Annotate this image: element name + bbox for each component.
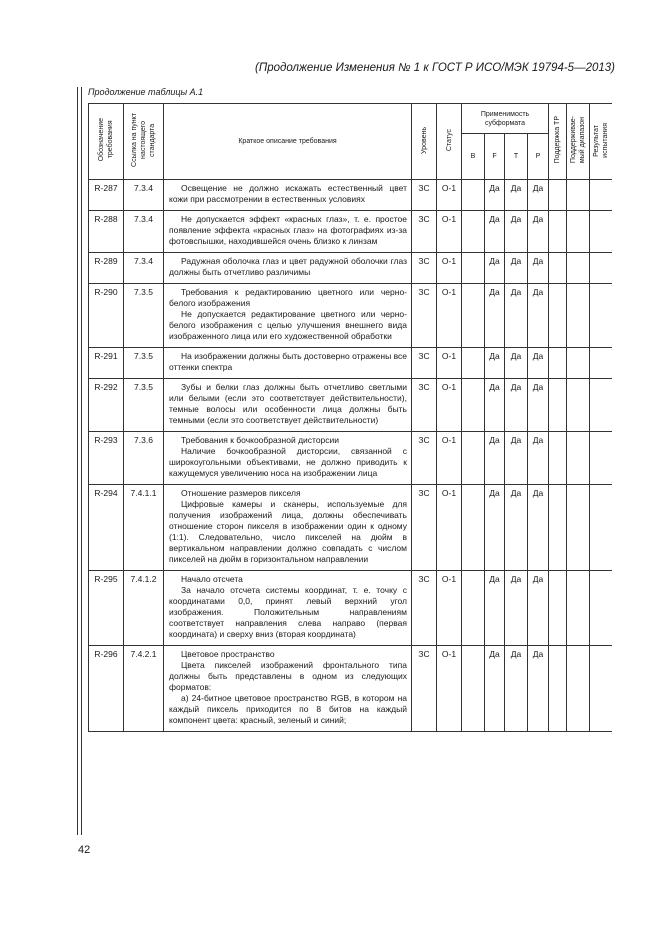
- tr-support-cell: [549, 284, 567, 348]
- subformat-f-value: Да: [485, 432, 505, 485]
- requirement-id: R-288: [89, 211, 124, 253]
- col-sub-f: F: [485, 134, 505, 180]
- requirement-description: [164, 180, 412, 211]
- requirement-id: R-293: [89, 432, 124, 485]
- description-paragraph: На изображении должны быть достоверно отражены все оттенки спектра: [169, 351, 407, 372]
- description-paragraph: Цвета пикселей изображений фронтального типа должны быть представлены в одном из следующих форматов:: [169, 660, 407, 692]
- requirement-id: R-287: [89, 180, 124, 211]
- supported-range-cell: [567, 348, 590, 379]
- col-status: Статус: [437, 104, 462, 180]
- description-paragraph: Наличие бочкообразной дисторсии, связанной с широкоугольными объективами, не должно приводить к кажущемуся увеличению носа на изображении лица: [169, 446, 407, 478]
- level-value: ЗС: [412, 348, 437, 379]
- margin-rule: [81, 87, 82, 835]
- status-value: О-1: [437, 348, 462, 379]
- subformat-f-value: Да: [485, 485, 505, 571]
- subformat-p-value: Да: [528, 253, 549, 284]
- tr-support-cell: [549, 432, 567, 485]
- supported-range-cell: [567, 485, 590, 571]
- status-value: О-1: [437, 485, 462, 571]
- subformat-b-value: [462, 211, 485, 253]
- subformat-p-value: Да: [528, 571, 549, 646]
- subformat-b-value: [462, 379, 485, 432]
- table-row: [89, 284, 613, 348]
- level-value: ЗС: [412, 211, 437, 253]
- tr-support-cell: [549, 180, 567, 211]
- description-paragraph: Отношение размеров пикселя: [181, 488, 301, 498]
- level-value: ЗС: [412, 379, 437, 432]
- col-test-result: Результат испытания: [590, 104, 612, 180]
- subformat-t-value: Да: [505, 379, 528, 432]
- description-paragraph: Освещение не должно искажать естественный цвет кожи при рассмотрении в естественных условиях: [169, 183, 407, 204]
- requirement-description: [164, 485, 412, 571]
- col-reference: Ссылка на пункт настоящего стандарта: [124, 104, 164, 180]
- subformat-f-value: Да: [485, 379, 505, 432]
- status-value: О-1: [437, 211, 462, 253]
- col-description: Краткое описание требования: [164, 104, 412, 180]
- tr-support-cell: [549, 348, 567, 379]
- table-continuation-label: Продолжение таблицы А.1: [88, 87, 204, 97]
- test-result-cell: [590, 180, 612, 211]
- tr-support-cell: [549, 379, 567, 432]
- test-result-cell: [590, 571, 612, 646]
- requirements-table: [88, 103, 612, 732]
- supported-range-cell: [567, 284, 590, 348]
- tr-support-cell: [549, 253, 567, 284]
- subformat-b-value: [462, 432, 485, 485]
- subformat-p-value: Да: [528, 284, 549, 348]
- description-paragraph: Радужная оболочка глаз и цвет радужной оболочки глаз должны быть отчетливо различимы: [169, 256, 407, 277]
- subformat-p-value: Да: [528, 180, 549, 211]
- description-paragraph: Не допускается эффект «красных глаз», т. е. простое появление эффекта «красных глаз» на фотографиях из-за фотовспышки, находившейся очень близко к линзам: [169, 214, 407, 246]
- test-result-cell: [590, 379, 612, 432]
- test-result-cell: [590, 485, 612, 571]
- subformat-f-value: Да: [485, 253, 505, 284]
- supported-range-cell: [567, 646, 590, 732]
- subformat-b-value: [462, 485, 485, 571]
- subformat-p-value: Да: [528, 211, 549, 253]
- requirement-description: [164, 571, 412, 646]
- requirement-id: R-296: [89, 646, 124, 732]
- table-row: [89, 211, 613, 253]
- table-row: [89, 379, 613, 432]
- table-row: [89, 485, 613, 571]
- status-value: О-1: [437, 284, 462, 348]
- requirement-description: [164, 211, 412, 253]
- subformat-f-value: Да: [485, 180, 505, 211]
- col-supported-range: Поддерживае- мый диапазон: [567, 104, 590, 180]
- subformat-b-value: [462, 284, 485, 348]
- status-value: О-1: [437, 253, 462, 284]
- requirement-description: [164, 646, 412, 732]
- requirement-id: R-292: [89, 379, 124, 432]
- requirements-table-body: [89, 180, 613, 732]
- subformat-f-value: Да: [485, 646, 505, 732]
- tr-support-cell: [549, 571, 567, 646]
- supported-range-cell: [567, 253, 590, 284]
- status-value: О-1: [437, 571, 462, 646]
- subformat-p-value: Да: [528, 379, 549, 432]
- test-result-cell: [590, 211, 612, 253]
- description-paragraph: Зубы и белки глаз должны быть отчетливо светлыми или белыми (если это соответствует действительности), темные волосы или особенности лица должны быть темными (если это соответствует действительности): [169, 382, 407, 425]
- subformat-b-value: [462, 348, 485, 379]
- table-row: [89, 253, 613, 284]
- description-paragraph: Требования к бочкообразной дисторсии: [181, 435, 340, 445]
- supported-range-cell: [567, 211, 590, 253]
- table-row: [89, 646, 613, 732]
- col-level: Уровень: [412, 104, 437, 180]
- supported-range-cell: [567, 571, 590, 646]
- col-tr-support: Поддержка ТР: [549, 104, 567, 180]
- level-value: ЗС: [412, 432, 437, 485]
- subformat-t-value: Да: [505, 180, 528, 211]
- subformat-p-value: Да: [528, 348, 549, 379]
- subformat-t-value: Да: [505, 348, 528, 379]
- subformat-p-value: Да: [528, 432, 549, 485]
- requirement-description: [164, 432, 412, 485]
- clause-reference: 7.3.5: [124, 284, 164, 348]
- requirement-description: [164, 284, 412, 348]
- tr-support-cell: [549, 646, 567, 732]
- clause-reference: 7.4.2.1: [124, 646, 164, 732]
- subformat-p-value: Да: [528, 646, 549, 732]
- col-sub-t: Т: [505, 134, 528, 180]
- clause-reference: 7.3.5: [124, 379, 164, 432]
- description-paragraph: а) 24-битное цветовое пространство RGB, в котором на каждый пиксель приходится по 8 битов на каждый компонент цвета: красный, зеленый и синий;: [169, 693, 407, 725]
- test-result-cell: [590, 432, 612, 485]
- description-paragraph: Цветовое пространство: [181, 649, 275, 659]
- subformat-b-value: [462, 646, 485, 732]
- clause-reference: 7.4.1.2: [124, 571, 164, 646]
- col-designation: Обозначение требования: [89, 104, 124, 180]
- subformat-f-value: Да: [485, 284, 505, 348]
- subformat-t-value: Да: [505, 253, 528, 284]
- test-result-cell: [590, 253, 612, 284]
- requirement-id: R-291: [89, 348, 124, 379]
- tr-support-cell: [549, 211, 567, 253]
- clause-reference: 7.3.4: [124, 253, 164, 284]
- page-number: 42: [78, 844, 91, 856]
- description-paragraph: Начало отсчета: [181, 574, 243, 584]
- subformat-p-value: Да: [528, 485, 549, 571]
- clause-reference: 7.3.4: [124, 180, 164, 211]
- table-row: [89, 348, 613, 379]
- subformat-f-value: Да: [485, 211, 505, 253]
- subformat-f-value: Да: [485, 348, 505, 379]
- description-paragraph: Требования к редактированию цветного или черно-белого изображения: [169, 287, 407, 308]
- subformat-t-value: Да: [505, 571, 528, 646]
- clause-reference: 7.3.5: [124, 348, 164, 379]
- test-result-cell: [590, 646, 612, 732]
- status-value: О-1: [437, 180, 462, 211]
- clause-reference: 7.3.4: [124, 211, 164, 253]
- margin-rule: [77, 87, 78, 835]
- table-row: [89, 432, 613, 485]
- table-row: [89, 571, 613, 646]
- requirement-id: R-294: [89, 485, 124, 571]
- level-value: ЗС: [412, 485, 437, 571]
- description-paragraph: За начало отсчета системы координат, т. е. точку с координатами 0,0, принят левый верхний угол изображения. Положительным направлениям соответствует направления слева направо (первая координата) и сверху вниз (вторая координата): [169, 585, 407, 639]
- subformat-f-value: Да: [485, 571, 505, 646]
- subformat-t-value: Да: [505, 211, 528, 253]
- supported-range-cell: [567, 432, 590, 485]
- status-value: О-1: [437, 646, 462, 732]
- requirements-table-wrap: [88, 103, 612, 835]
- col-sub-p: Р: [528, 134, 549, 180]
- clause-reference: 7.4.1.1: [124, 485, 164, 571]
- test-result-cell: [590, 348, 612, 379]
- test-result-cell: [590, 284, 612, 348]
- description-paragraph: Не допускается редактирование цветного или черно-белого изображения с целью улучшения внешнего вида изображенного лица или его художественной обработки: [169, 309, 407, 341]
- page-header: (Продолжение Изменения № 1 к ГОСТ Р ИСО/МЭК 19794-5—2013): [255, 62, 615, 74]
- subformat-t-value: Да: [505, 485, 528, 571]
- status-value: О-1: [437, 432, 462, 485]
- level-value: ЗС: [412, 284, 437, 348]
- clause-reference: 7.3.6: [124, 432, 164, 485]
- table-row: [89, 180, 613, 211]
- subformat-t-value: Да: [505, 284, 528, 348]
- requirement-description: [164, 379, 412, 432]
- status-value: О-1: [437, 379, 462, 432]
- subformat-t-value: Да: [505, 646, 528, 732]
- subformat-b-value: [462, 180, 485, 211]
- col-sub-b: В: [462, 134, 485, 180]
- description-paragraph: Цифровые камеры и сканеры, используемые для получения изображений лица, должны обеспечивать отношение сторон пикселя в изображении один к одному (1:1). Следовательно, число пикселей на дюйм в вертикальном направлении должно совпадать с числом пикселей на дюйм в горизонтальном направлении: [169, 499, 407, 564]
- level-value: ЗС: [412, 646, 437, 732]
- level-value: ЗС: [412, 571, 437, 646]
- tr-support-cell: [549, 485, 567, 571]
- supported-range-cell: [567, 379, 590, 432]
- col-applicability: Применимость субформата: [462, 104, 549, 134]
- level-value: ЗС: [412, 180, 437, 211]
- requirement-description: [164, 348, 412, 379]
- subformat-b-value: [462, 571, 485, 646]
- requirement-id: R-289: [89, 253, 124, 284]
- subformat-t-value: Да: [505, 432, 528, 485]
- requirement-description: [164, 253, 412, 284]
- requirement-id: R-295: [89, 571, 124, 646]
- supported-range-cell: [567, 180, 590, 211]
- level-value: ЗС: [412, 253, 437, 284]
- subformat-b-value: [462, 253, 485, 284]
- requirement-id: R-290: [89, 284, 124, 348]
